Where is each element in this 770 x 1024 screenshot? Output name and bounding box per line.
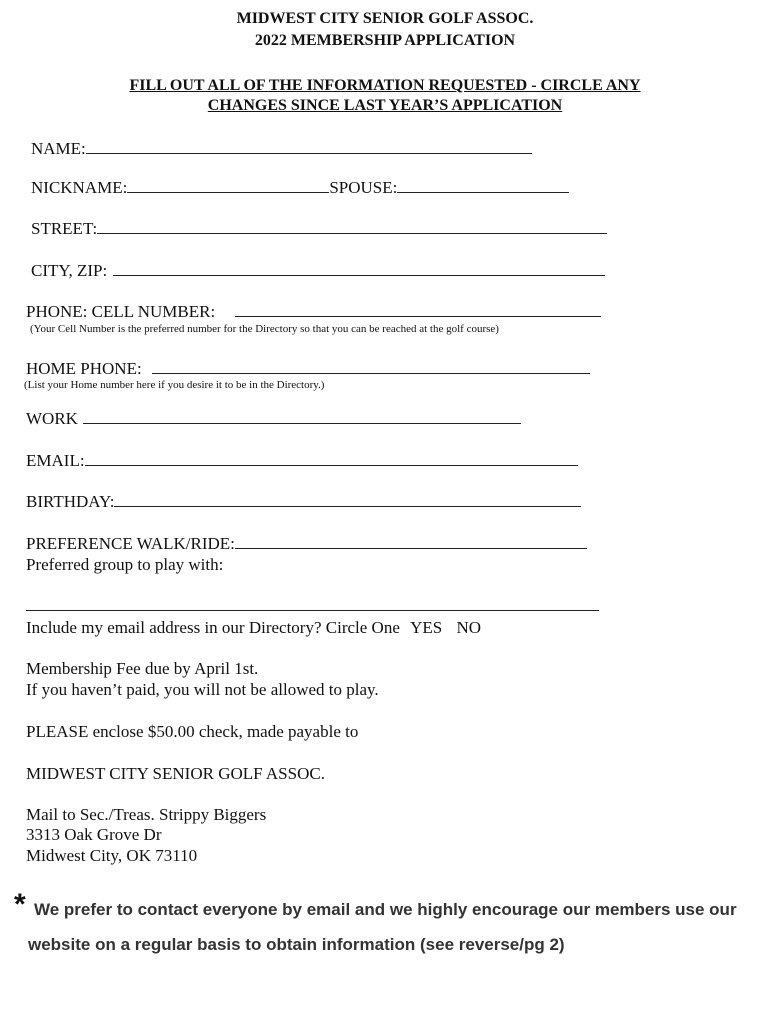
email-field [26,451,578,471]
instruction-line-2: CHANGES SINCE LAST YEAR’S APPLICATION [207,97,563,114]
preferred-group-label: Preferred group to play with: [26,555,224,574]
cell-phone-input-line[interactable] [235,302,601,317]
email-label: EMAIL: [26,451,85,470]
home-phone-label: HOME PHONE: [26,359,142,378]
city-zip-field [31,261,605,281]
birthday-input-line[interactable] [114,492,581,507]
enclose-check-text: PLEASE enclose $50.00 check, made payable to [26,722,359,741]
name-input-line[interactable] [86,139,532,154]
home-phone-note: (List your Home number here if you desire it to be in the Directory.) [24,379,325,391]
directory-question: Include my email address in our Directory? Circle One [26,618,400,637]
spouse-input-line[interactable] [397,178,569,193]
work-label: WORK [26,409,78,428]
preference-label: PREFERENCE WALK/RIDE: [26,534,235,553]
directory-no-option[interactable]: NO [456,618,482,637]
street-label: STREET: [31,219,98,238]
name-label: NAME: [31,139,86,158]
spouse-label: SPOUSE: [329,178,398,197]
asterisk-mark: * [14,888,26,921]
cell-phone-note: (Your Cell Number is the preferred number for the Directory so that you can be reached at the golf course) [30,323,499,335]
work-field [26,409,521,429]
birthday-label: BIRTHDAY: [26,492,115,511]
payee-text: MIDWEST CITY SENIOR GOLF ASSOC. [26,764,325,783]
directory-question-row [26,618,481,638]
city-zip-label: CITY, ZIP: [31,261,108,280]
home-phone-input-line[interactable] [152,359,590,374]
form-title: 2022 MEMBERSHIP APPLICATION [254,32,516,49]
mail-to-text: Mail to Sec./Treas. Strippy Biggers [26,805,267,824]
org-heading: MIDWEST CITY SENIOR GOLF ASSOC. [236,10,534,27]
preference-input-line[interactable] [235,534,587,549]
nickname-label: NICKNAME: [31,178,128,197]
preferred-group-field [26,596,599,611]
preferred-group-input-line[interactable] [26,596,599,611]
city-zip-input-line[interactable] [113,261,605,276]
footer-note-line-1: We prefer to contact everyone by email and we highly encourage our members use our [34,900,737,919]
instruction-line-1: FILL OUT ALL OF THE INFORMATION REQUESTED - CIRCLE ANY [129,77,641,94]
cell-phone-label: PHONE: CELL NUMBER: [26,302,216,321]
nickname-spouse-row [31,178,569,198]
mail-city-text: Midwest City, OK 73110 [26,846,198,865]
email-input-line[interactable] [85,451,578,466]
preference-field [26,534,587,554]
directory-yes-option[interactable]: YES [410,618,443,637]
footer-note-line-2: website on a regular basis to obtain information (see reverse/pg 2) [28,935,565,954]
birthday-field [26,492,581,512]
home-phone-field [26,359,590,379]
name-field [31,139,532,159]
street-field [31,219,607,239]
nickname-input-line[interactable] [127,178,329,193]
fee-due-text: Membership Fee due by April 1st. [26,659,259,678]
cell-phone-field [26,302,601,322]
fee-warning-text: If you haven’t paid, you will not be allowed to play. [26,680,379,699]
work-input-line[interactable] [83,409,521,424]
street-input-line[interactable] [97,219,607,234]
mail-street-text: 3313 Oak Grove Dr [26,825,162,844]
